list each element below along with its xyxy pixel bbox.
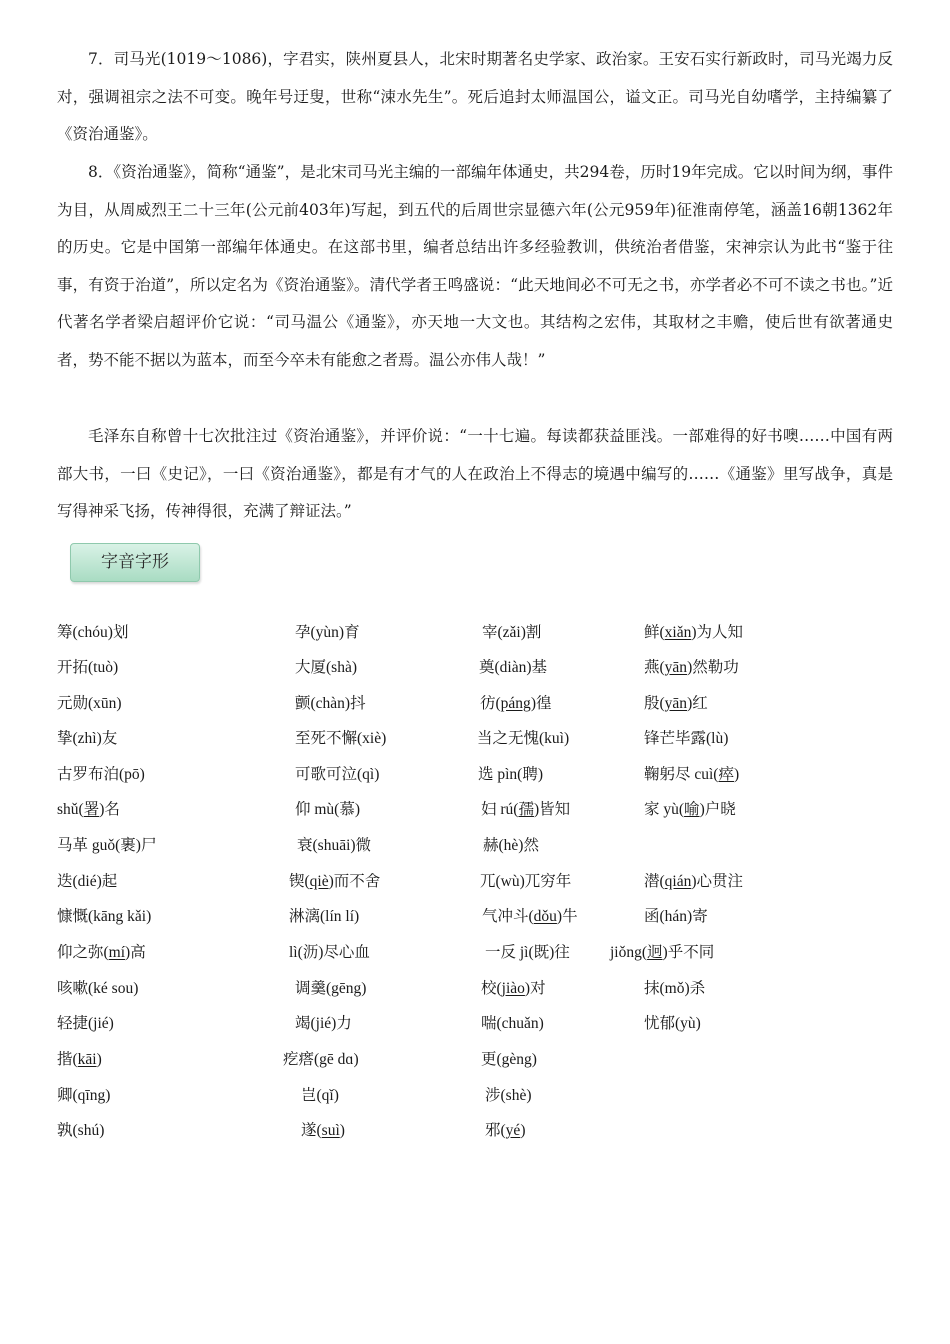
underlined-character: 迥 [647, 944, 663, 961]
underlined-pinyin: páng [500, 695, 531, 712]
vocab-item: 咳嗽(ké sou) [57, 980, 139, 997]
vocab-item: 气冲斗(dǒu)牛 [482, 908, 578, 925]
underlined-pinyin: mí [108, 944, 126, 961]
underlined-character: 孺 [518, 801, 534, 818]
vocab-item: 可歌可泣(qì) [295, 766, 380, 783]
vocab-item: 筹(chóu)划 [57, 624, 129, 641]
vocab-item: 颤(chàn)抖 [295, 695, 366, 712]
paragraph-sima-guang: 7．司马光(1019～1086)，字君实，陕州夏县人，北宋时期著名史学家、政治家。王安石实行新政时，司马光竭力反对，强调祖宗之法不可变。晚年号迂叟，世称“涑水先生”。死后追封太师温国公，谥文正。司马光自幼嗜学，主持编纂了《资治通鉴》。 [57, 50, 893, 143]
vocab-item: 锋芒毕露(lù) [644, 730, 729, 747]
vocab-item: 竭(jié)力 [295, 1015, 352, 1032]
vocab-item: 马革 guǒ(裹)尸 [57, 837, 157, 854]
vocab-item: 开拓(tuò) [57, 659, 119, 676]
vocab-item: 家 yù(喻)户晓 [644, 801, 736, 818]
vocab-item: 校(jiào)对 [481, 980, 546, 997]
vocab-item: 仰 mù(慕) [295, 801, 361, 818]
vocab-item: 调羹(gēng) [295, 980, 367, 997]
vocab-item: 鲜(xiǎn)为人知 [644, 624, 744, 641]
vocab-item: 岂(qǐ) [301, 1087, 339, 1104]
underlined-pinyin: qiè [309, 873, 329, 890]
vocab-item: 轻捷(jié) [57, 1015, 114, 1032]
vocab-item: 疙瘩(gē dɑ) [283, 1051, 359, 1068]
paragraph-mao-comment: 毛泽东自称曾十七次批注过《资治通鉴》，并评价说：“一十七遍。每读都获益匪浅。一部难得的好书噢……中国有两部大书，一曰《史记》，一曰《资治通鉴》，都是有才气的人在政治上不得志的境遇中编写的……《通鉴》里写战争，真是写得神采飞扬，传神得很，充满了辩证法。” [57, 427, 893, 520]
vocab-item: 卿(qīng) [57, 1087, 111, 1104]
vocab-item: 揩(kāi) [57, 1051, 102, 1068]
vocab-item: 迭(dié)起 [57, 873, 118, 890]
vocab-item: lì(沥)尽心血 [289, 944, 370, 961]
vocab-item: 更(gèng) [481, 1051, 537, 1068]
vocab-item: 大厦(shà) [295, 659, 357, 676]
vocab-item: 赫(hè)然 [483, 837, 539, 854]
vocab-item: 鞠躬尽 cuì(瘁) [644, 766, 740, 783]
vocab-item: 遂(suì) [301, 1122, 345, 1139]
vocab-item: 一反 jì(既)往 [485, 944, 570, 961]
vocab-item: 挚(zhì)友 [57, 730, 118, 747]
vocab-item: 慷慨(kāng kǎi) [57, 908, 152, 925]
vocab-item: 燕(yān)然勒功 [644, 659, 739, 676]
vocab-item: jiǒng(迥)乎不同 [610, 944, 715, 961]
vocab-item: 奠(diàn)基 [479, 659, 548, 676]
underlined-character: 喻 [684, 801, 700, 818]
underlined-pinyin: jiào [501, 980, 525, 997]
vocab-item: 孰(shú) [57, 1122, 105, 1139]
paragraph-zizhi-tongjian: 8．《资治通鉴》，简称“通鉴”，是北宋司马光主编的一部编年体通史，共294卷，历时19年完成。它以时间为纲，事件为目，从周威烈王二十三年(公元前403年)写起，到五代的后周世宗显德六年(公元959年)征淮南停笔，涵盖16朝1362年的历史。它是中国第一部编年体通史。在这部书里，编者总结出许多经验教训，供统治者借鉴，宋神宗认为此书“鉴于往事，有资于治道”，所以定名为《资治通鉴》。清代学者王鸣盛说：“此天地间必不可无之书，亦学者必不可不读之书也。”近代著名学者梁启超评价它说：“司马温公《通鉴》，亦天地一大文也。其结构之宏伟，其取材之丰赡，使后世有欲著通史者，势不能不据以为蓝本，而至今卒未有能愈之者焉。温公亦伟人哉！” [57, 163, 893, 369]
underlined-pinyin: kāi [77, 1051, 97, 1068]
underlined-pinyin: yé [505, 1122, 521, 1139]
vocab-item: 锲(qiè)而不舍 [289, 873, 381, 890]
vocab-item: 古罗布泊(pō) [57, 766, 145, 783]
underlined-pinyin: yān [664, 659, 688, 676]
vocab-item: 仰之弥(mí)高 [57, 944, 146, 961]
vocab-item: 殷(yān)红 [644, 695, 708, 712]
vocab-item: 兀(wù)兀穷年 [480, 873, 572, 890]
vocab-item: 涉(shè) [485, 1087, 532, 1104]
vocab-item: 至死不懈(xiè) [295, 730, 387, 747]
vocab-item: 宰(zǎi)割 [482, 624, 542, 641]
underlined-character: 署 [83, 801, 100, 818]
vocab-item: 选 pìn(聘) [478, 766, 544, 783]
vocab-item: 潜(qián)心贯注 [644, 873, 744, 890]
vocab-item: 抹(mǒ)杀 [644, 980, 706, 997]
section-title-pronunciation: 字音字形 [70, 543, 200, 582]
underlined-pinyin: suì [321, 1122, 340, 1139]
vocab-item: 喘(chuǎn) [481, 1015, 544, 1032]
underlined-character: 瘁 [718, 766, 734, 783]
underlined-pinyin: xiǎn [664, 624, 692, 641]
vocab-item: 函(hán)寄 [644, 908, 708, 925]
underlined-pinyin: dǒu [533, 908, 557, 925]
vocab-item: 淋漓(lín lí) [289, 908, 360, 925]
vocab-item: 当之无愧(kuì) [477, 730, 570, 747]
vocab-item: shǔ(署)名 [57, 801, 120, 818]
vocab-item: 彷(páng)徨 [480, 695, 552, 712]
vocab-item: 邪(yé) [485, 1122, 526, 1139]
vocab-item: 元勋(xūn) [57, 695, 122, 712]
vocab-item: 妇 rú(孺)皆知 [481, 801, 571, 818]
vocab-item: 孕(yùn)育 [295, 624, 360, 641]
underlined-pinyin: yān [664, 695, 688, 712]
underlined-pinyin: qián [664, 873, 692, 890]
vocab-item: 忧郁(yù) [644, 1015, 701, 1032]
vocab-item: 衰(shuāi)微 [297, 837, 372, 854]
